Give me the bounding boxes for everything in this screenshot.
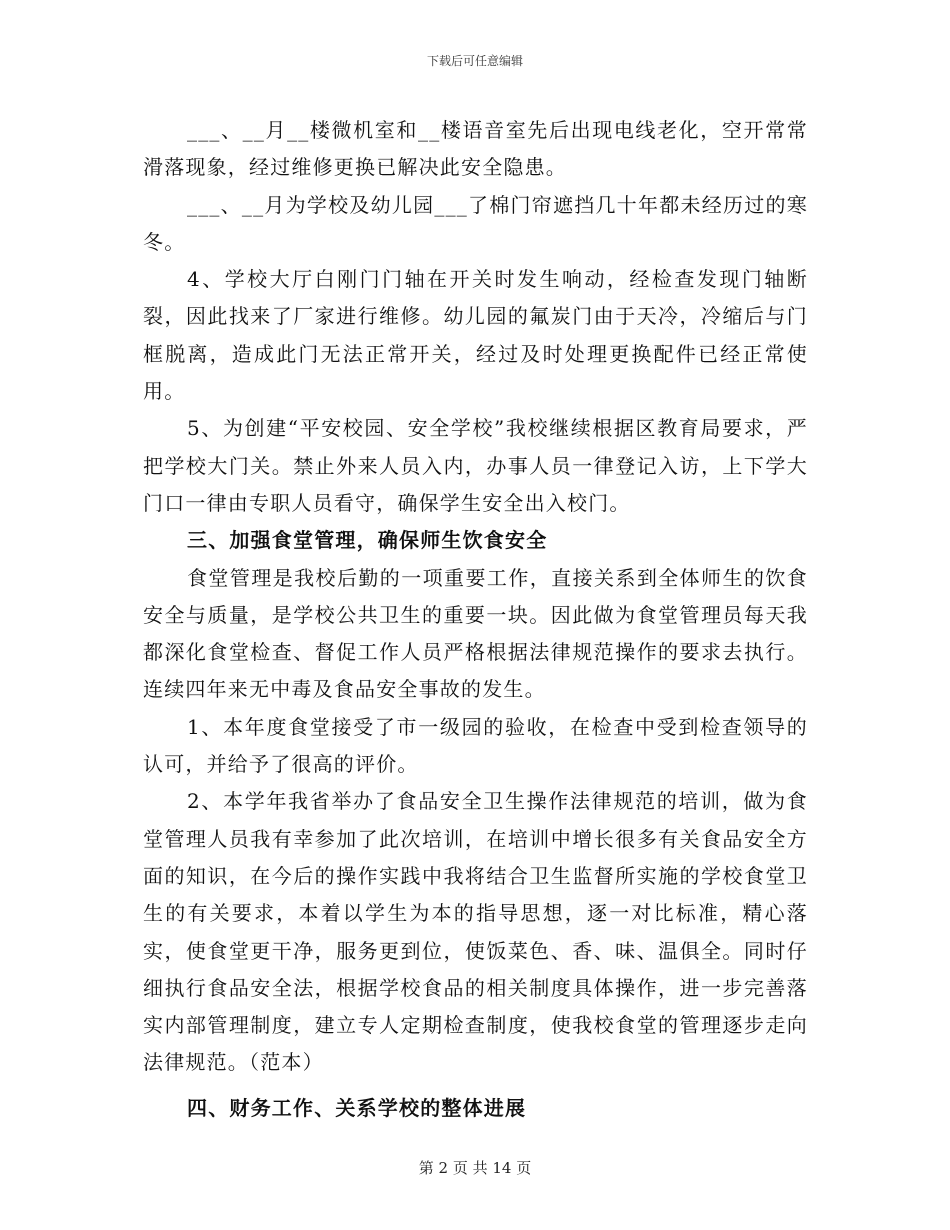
paragraph-canteen-inspection: 1、本年度食堂接受了市一级园的验收，在检查中受到检查领导的认可，并给予了很高的评价。 [143,714,808,777]
paragraph-door-repair: 4、学校大厅白刚门门轴在开关时发生响动，经检查发现门轴断裂，因此找来了厂家进行维修。幼儿园的氟炭门由于天冷，冷缩后与门框脱离，造成此门无法正常开关，经过及时处理更换配件已经正常使用。 [143,267,808,404]
paragraph-campus-safety: 5、为创建“平安校园、安全学校”我校继续根据区教育局要求，严把学校大门关。禁止外来人员入内，办事人员一律登记入访，上下学大门口一律由专职人员看守，确保学生安全出入校门。 [143,416,808,515]
paragraph-door-curtain: ___、__月为学校及幼儿园___了棉门帘遮挡几十年都未经历过的寒冬。 [143,192,808,254]
section-heading-canteen: 三、加强食堂管理，确保师生饮食安全 [187,528,548,553]
page-header: 下载后可任意编辑 [426,54,523,68]
paragraph-wiring-repair: ___、__月__楼微机室和__楼语音室先后出现电线老化，空开常常滑落现象，经过维修更换已解决此安全隐患。 [143,118,808,180]
paragraph-canteen-management: 食堂管理是我校后勤的一项重要工作，直接关系到全体师生的饮食安全与质量，是学校公共卫生的重要一块。因此做为食堂管理员每天我都深化食堂检查、督促工作人员严格根据法律规范操作的要求去执行。连续四年来无中毒及食品安全事故的发生。 [143,565,808,702]
paragraph-food-safety-training: 2、本学年我省举办了食品安全卫生操作法律规范的培训，做为食堂管理人员我有幸参加了此次培训，在培训中增长很多有关食品安全方面的知识，在今后的操作实践中我将结合卫生监督所实施的学校食堂卫生的有关要求，本着以学生为本的指导思想，逐一对比标准，精心落实，使食堂更干净，服务更到位，使饭菜色、香、味、温俱全。同时仔细执行食品安全法，根据学校食品的相关制度具体操作，进一步完善落实内部管理制度，建立专人定期检查制度，使我校食堂的管理逐步走向法律规范。（范本） [143,789,808,1075]
section-heading-finance: 四、财务工作、关系学校的整体进展 [187,1095,527,1120]
document-body [143,112,808,1127]
page-number: 第 2 页 共 14 页 [418,1159,532,1177]
